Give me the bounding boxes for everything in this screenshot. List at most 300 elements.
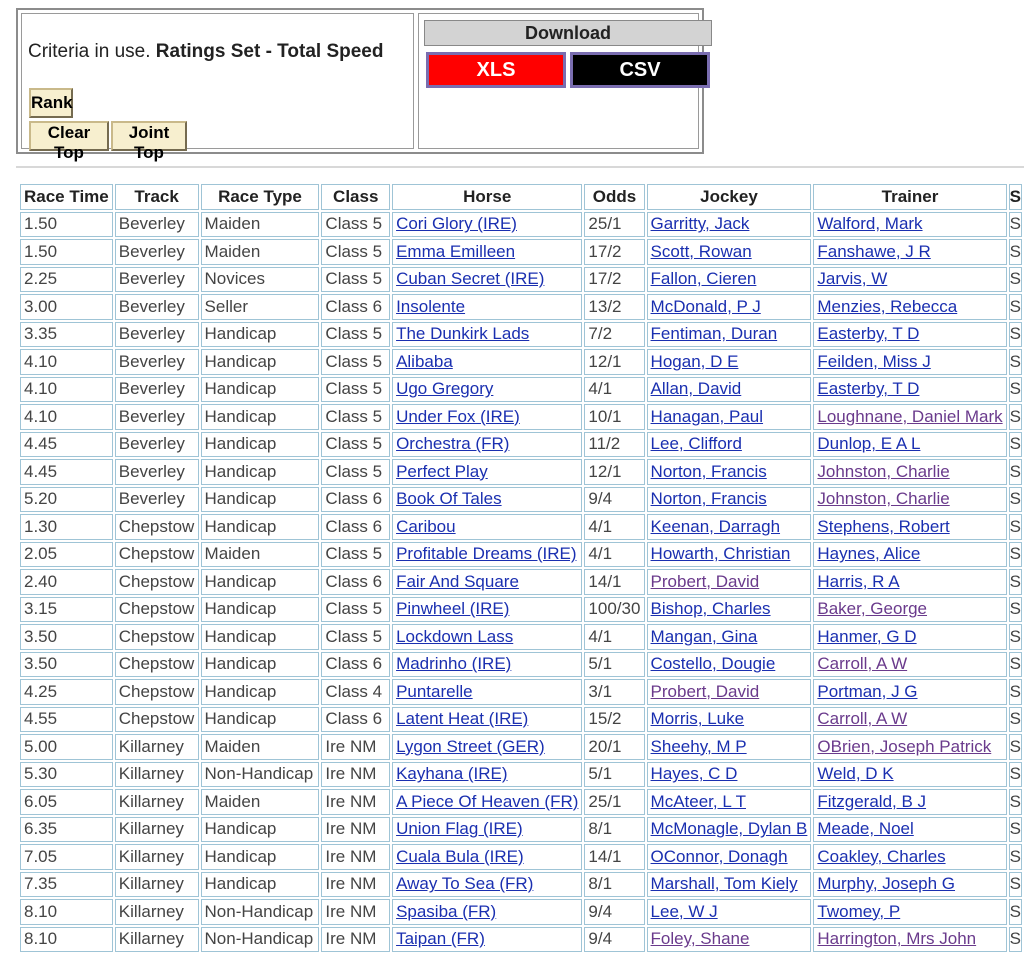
race-time-cell: 5.30 <box>20 762 113 788</box>
jockey-cell <box>647 377 812 403</box>
jockey-link[interactable]: McMonagle, Dylan B <box>650 819 808 839</box>
extra-cell: S <box>1009 542 1022 568</box>
horse-link[interactable]: Kayhana (IRE) <box>396 764 508 784</box>
class-cell: Class 6 <box>321 569 390 595</box>
horse-cell <box>392 514 582 540</box>
trainer-link[interactable]: Coakley, Charles <box>817 846 946 866</box>
odds-cell: 12/1 <box>584 349 644 375</box>
horse-link[interactable]: Under Fox (IRE) <box>396 406 520 426</box>
horse-cell <box>392 872 582 898</box>
extra-cell: S <box>1009 569 1022 595</box>
horse-cell <box>392 789 582 815</box>
class-cell: Class 6 <box>321 294 390 320</box>
table-row <box>20 679 1022 705</box>
trainer-link[interactable]: Carroll, A W <box>817 709 908 729</box>
header-race-type[interactable]: Race Type <box>201 184 320 210</box>
horse-link[interactable]: Emma Emilleen <box>396 241 516 261</box>
horse-cell <box>392 569 582 595</box>
race-time-cell: 7.35 <box>20 872 113 898</box>
jockey-link[interactable]: Allan, David <box>650 379 742 399</box>
track-cell: Killarney <box>115 844 199 870</box>
joint-top-button[interactable]: Joint Top <box>111 121 187 151</box>
race-time-cell: 4.10 <box>20 349 113 375</box>
trainer-link[interactable]: Loughnane, Daniel Mark <box>817 406 1003 426</box>
odds-cell: 8/1 <box>584 872 644 898</box>
jockey-cell <box>647 734 812 760</box>
odds-cell: 3/1 <box>584 679 644 705</box>
trainer-link[interactable]: Dunlop, E A L <box>817 434 921 454</box>
class-cell: Class 5 <box>321 459 390 485</box>
odds-cell: 14/1 <box>584 844 644 870</box>
odds-cell: 5/1 <box>584 762 644 788</box>
extra-cell: S <box>1009 349 1022 375</box>
race-type-cell: Handicap <box>201 569 320 595</box>
trainer-link[interactable]: Hanmer, G D <box>817 626 917 646</box>
jockey-link[interactable]: Hogan, D E <box>650 351 739 371</box>
header-horse[interactable]: Horse <box>392 184 582 210</box>
trainer-link[interactable]: Johnston, Charlie <box>817 461 950 481</box>
jockey-link[interactable]: Fallon, Cieren <box>650 269 757 289</box>
table-row <box>20 377 1022 403</box>
criteria-panel <box>16 8 704 162</box>
race-type-cell: Handicap <box>201 432 320 458</box>
race-time-cell: 3.50 <box>20 624 113 650</box>
jockey-cell <box>647 927 812 953</box>
horse-link[interactable]: Ugo Gregory <box>396 379 494 399</box>
jockey-cell <box>647 872 812 898</box>
race-time-cell: 6.05 <box>20 789 113 815</box>
jockey-link[interactable]: Bishop, Charles <box>650 599 771 619</box>
table-row <box>20 927 1022 953</box>
class-cell: Ire NM <box>321 872 390 898</box>
horse-link[interactable]: Profitable Dreams (IRE) <box>396 544 577 564</box>
jockey-link[interactable]: Morris, Luke <box>650 709 745 729</box>
trainer-link[interactable]: Twomey, P <box>817 901 901 921</box>
race-time-cell: 2.25 <box>20 267 113 293</box>
csv-download-button[interactable]: CSV <box>570 52 710 88</box>
track-cell: Chepstow <box>115 707 199 733</box>
horse-link[interactable]: Spasiba (FR) <box>396 901 497 921</box>
trainer-link[interactable]: Feilden, Miss J <box>817 351 931 371</box>
horse-cell <box>392 239 582 265</box>
download-cell <box>418 13 699 149</box>
horse-link[interactable]: A Piece Of Heaven (FR) <box>396 791 579 811</box>
track-cell: Beverley <box>115 432 199 458</box>
jockey-cell <box>647 762 812 788</box>
table-row <box>20 294 1022 320</box>
race-time-cell: 4.25 <box>20 679 113 705</box>
extra-cell: S <box>1009 927 1022 953</box>
jockey-cell <box>647 349 812 375</box>
race-type-cell: Maiden <box>201 734 320 760</box>
trainer-link[interactable]: Jarvis, W <box>817 269 888 289</box>
trainer-cell <box>813 789 1006 815</box>
table-row <box>20 404 1022 430</box>
race-time-cell: 1.30 <box>20 514 113 540</box>
trainer-cell <box>813 322 1006 348</box>
jockey-cell <box>647 817 812 843</box>
jockey-cell <box>647 899 812 925</box>
horse-cell <box>392 404 582 430</box>
jockey-cell <box>647 432 812 458</box>
class-cell: Class 6 <box>321 652 390 678</box>
trainer-link[interactable]: Stephens, Robert <box>817 516 950 536</box>
table-row <box>20 569 1022 595</box>
odds-cell: 15/2 <box>584 707 644 733</box>
jockey-link[interactable]: Scott, Rowan <box>650 241 752 261</box>
table-row <box>20 872 1022 898</box>
extra-cell: S <box>1009 899 1022 925</box>
jockey-link[interactable]: Sheehy, M P <box>650 736 747 756</box>
race-type-cell: Handicap <box>201 514 320 540</box>
odds-cell: 5/1 <box>584 652 644 678</box>
extra-cell: S <box>1009 789 1022 815</box>
horse-cell <box>392 459 582 485</box>
trainer-link[interactable]: Johnston, Charlie <box>817 489 950 509</box>
horse-link[interactable]: Orchestra (FR) <box>396 434 510 454</box>
trainer-link[interactable]: Easterby, T D <box>817 379 920 399</box>
extra-cell: S <box>1009 514 1022 540</box>
extra-cell: S <box>1009 707 1022 733</box>
header-extra: S <box>1009 184 1022 210</box>
trainer-cell <box>813 459 1006 485</box>
jockey-link[interactable]: Marshall, Tom Kiely <box>650 874 798 894</box>
trainer-cell <box>813 652 1006 678</box>
jockey-cell <box>647 212 812 238</box>
race-time-cell: 2.40 <box>20 569 113 595</box>
class-cell: Ire NM <box>321 817 390 843</box>
odds-cell: 8/1 <box>584 817 644 843</box>
horse-link[interactable]: Caribou <box>396 516 456 536</box>
jockey-link[interactable]: Norton, Francis <box>650 489 767 509</box>
odds-cell: 17/2 <box>584 239 644 265</box>
jockey-cell <box>647 322 812 348</box>
class-cell: Class 5 <box>321 212 390 238</box>
class-cell: Class 6 <box>321 514 390 540</box>
race-time-cell: 3.00 <box>20 294 113 320</box>
race-time-cell: 5.20 <box>20 487 113 513</box>
race-type-cell: Handicap <box>201 872 320 898</box>
trainer-cell <box>813 817 1006 843</box>
race-time-cell: 5.00 <box>20 734 113 760</box>
header-odds[interactable]: Odds <box>584 184 644 210</box>
race-time-cell: 8.10 <box>20 927 113 953</box>
jockey-link[interactable]: OConnor, Donagh <box>650 846 788 866</box>
trainer-link[interactable]: Portman, J G <box>817 681 918 701</box>
track-cell: Killarney <box>115 734 199 760</box>
xls-download-button[interactable]: XLS <box>426 52 566 88</box>
horse-cell <box>392 762 582 788</box>
trainer-cell <box>813 487 1006 513</box>
track-cell: Killarney <box>115 872 199 898</box>
section-divider <box>16 166 1024 168</box>
table-row <box>20 459 1022 485</box>
trainer-link[interactable]: Walford, Mark <box>817 214 923 234</box>
track-cell: Killarney <box>115 927 199 953</box>
track-cell: Beverley <box>115 349 199 375</box>
criteria-cell <box>21 13 414 162</box>
odds-cell: 20/1 <box>584 734 644 760</box>
class-cell: Ire NM <box>321 734 390 760</box>
odds-cell: 9/4 <box>584 927 644 953</box>
jockey-link[interactable]: McDonald, P J <box>650 296 761 316</box>
odds-cell: 100/30 <box>584 597 644 623</box>
table-row <box>20 707 1022 733</box>
race-time-cell: 4.45 <box>20 432 113 458</box>
trainer-link[interactable]: Haynes, Alice <box>817 544 921 564</box>
race-time-cell: 6.35 <box>20 817 113 843</box>
race-type-cell: Handicap <box>201 487 320 513</box>
trainer-link[interactable]: Fitzgerald, B J <box>817 791 927 811</box>
horse-link[interactable]: Puntarelle <box>396 681 473 701</box>
jockey-link[interactable]: Garritty, Jack <box>650 214 750 234</box>
rank-button[interactable]: Rank <box>29 88 73 118</box>
jockey-link[interactable]: Costello, Dougie <box>650 654 776 674</box>
horse-link[interactable]: Cuban Secret (IRE) <box>396 269 545 289</box>
horse-link[interactable]: Latent Heat (IRE) <box>396 709 529 729</box>
track-cell: Killarney <box>115 899 199 925</box>
class-cell: Class 6 <box>321 707 390 733</box>
track-cell: Beverley <box>115 404 199 430</box>
class-cell: Class 5 <box>321 349 390 375</box>
class-cell: Class 5 <box>321 432 390 458</box>
criteria-prefix: Criteria in use. <box>28 41 151 62</box>
track-cell: Beverley <box>115 212 199 238</box>
odds-cell: 17/2 <box>584 267 644 293</box>
horse-link[interactable]: Away To Sea (FR) <box>396 874 534 894</box>
jockey-link[interactable]: Probert, David <box>650 681 760 701</box>
horse-link[interactable]: Perfect Play <box>396 461 488 481</box>
trainer-link[interactable]: Weld, D K <box>817 764 894 784</box>
trainer-link[interactable]: OBrien, Joseph Patrick <box>817 736 992 756</box>
extra-cell: S <box>1009 267 1022 293</box>
extra-cell: S <box>1009 404 1022 430</box>
horse-cell <box>392 294 582 320</box>
table-row <box>20 239 1022 265</box>
race-type-cell: Non-Handicap <box>201 927 320 953</box>
track-cell: Killarney <box>115 817 199 843</box>
horse-cell <box>392 212 582 238</box>
trainer-link[interactable]: Harris, R A <box>817 571 900 591</box>
trainer-cell <box>813 899 1006 925</box>
extra-cell: S <box>1009 762 1022 788</box>
trainer-link[interactable]: Meade, Noel <box>817 819 914 839</box>
odds-cell: 13/2 <box>584 294 644 320</box>
trainer-link[interactable]: Fanshawe, J R <box>817 241 931 261</box>
class-cell: Ire NM <box>321 927 390 953</box>
extra-cell: S <box>1009 652 1022 678</box>
extra-cell: S <box>1009 432 1022 458</box>
horse-link[interactable]: Union Flag (IRE) <box>396 819 523 839</box>
trainer-cell <box>813 432 1006 458</box>
criteria-text <box>28 41 383 63</box>
horse-cell <box>392 652 582 678</box>
jockey-cell <box>647 267 812 293</box>
class-cell: Class 4 <box>321 679 390 705</box>
class-cell: Class 5 <box>321 377 390 403</box>
jockey-cell <box>647 597 812 623</box>
horse-link[interactable]: Book Of Tales <box>396 489 502 509</box>
horse-cell <box>392 817 582 843</box>
class-cell: Class 5 <box>321 624 390 650</box>
odds-cell: 10/1 <box>584 404 644 430</box>
jockey-cell <box>647 459 812 485</box>
table-row <box>20 597 1022 623</box>
table-row <box>20 432 1022 458</box>
race-type-cell: Handicap <box>201 652 320 678</box>
race-type-cell: Novices <box>201 267 320 293</box>
horse-cell <box>392 322 582 348</box>
race-type-cell: Maiden <box>201 542 320 568</box>
jockey-link[interactable]: Norton, Francis <box>650 461 767 481</box>
track-cell: Beverley <box>115 487 199 513</box>
horse-link[interactable]: Insolente <box>396 296 466 316</box>
trainer-cell <box>813 542 1006 568</box>
jockey-link[interactable]: Keenan, Darragh <box>650 516 781 536</box>
race-time-cell: 1.50 <box>20 212 113 238</box>
header-jockey[interactable]: Jockey <box>647 184 812 210</box>
extra-cell: S <box>1009 377 1022 403</box>
table-row <box>20 734 1022 760</box>
clear-top-button[interactable]: Clear Top <box>29 121 109 151</box>
race-time-cell: 3.35 <box>20 322 113 348</box>
table-row <box>20 542 1022 568</box>
trainer-cell <box>813 927 1006 953</box>
horse-link[interactable]: Alibaba <box>396 351 453 371</box>
race-time-cell: 3.50 <box>20 652 113 678</box>
horse-link[interactable]: Lockdown Lass <box>396 626 514 646</box>
race-type-cell: Maiden <box>201 212 320 238</box>
trainer-link[interactable]: Menzies, Rebecca <box>817 296 958 316</box>
horse-cell <box>392 679 582 705</box>
race-type-cell: Handicap <box>201 624 320 650</box>
jockey-link[interactable]: Hayes, C D <box>650 764 738 784</box>
jockey-cell <box>647 569 812 595</box>
race-type-cell: Handicap <box>201 679 320 705</box>
jockey-cell <box>647 514 812 540</box>
track-cell: Chepstow <box>115 514 199 540</box>
trainer-cell <box>813 349 1006 375</box>
trainer-cell <box>813 872 1006 898</box>
header-class[interactable]: Class <box>321 184 390 210</box>
extra-cell: S <box>1009 844 1022 870</box>
jockey-link[interactable]: Foley, Shane <box>650 929 750 949</box>
table-row <box>20 487 1022 513</box>
trainer-cell <box>813 267 1006 293</box>
odds-cell: 4/1 <box>584 624 644 650</box>
horse-link[interactable]: Cuala Bula (IRE) <box>396 846 524 866</box>
jockey-link[interactable]: Lee, W J <box>650 901 718 921</box>
horse-link[interactable]: Madrinho (IRE) <box>396 654 512 674</box>
jockey-cell <box>647 707 812 733</box>
horse-link[interactable]: Taipan (FR) <box>396 929 485 949</box>
track-cell: Beverley <box>115 294 199 320</box>
horse-cell <box>392 734 582 760</box>
track-cell: Beverley <box>115 267 199 293</box>
horse-cell <box>392 707 582 733</box>
horse-link[interactable]: Cori Glory (IRE) <box>396 214 517 234</box>
extra-cell: S <box>1009 487 1022 513</box>
race-time-cell: 4.10 <box>20 404 113 430</box>
jockey-link[interactable]: Mangan, Gina <box>650 626 758 646</box>
track-cell: Beverley <box>115 377 199 403</box>
odds-cell: 14/1 <box>584 569 644 595</box>
jockey-link[interactable]: Lee, Clifford <box>650 434 742 454</box>
odds-cell: 11/2 <box>584 432 644 458</box>
horse-cell <box>392 844 582 870</box>
jockey-cell <box>647 679 812 705</box>
odds-cell: 7/2 <box>584 322 644 348</box>
odds-cell: 4/1 <box>584 377 644 403</box>
extra-cell: S <box>1009 459 1022 485</box>
race-time-cell: 4.45 <box>20 459 113 485</box>
jockey-cell <box>647 294 812 320</box>
jockey-cell <box>647 652 812 678</box>
race-type-cell: Handicap <box>201 322 320 348</box>
track-cell: Beverley <box>115 239 199 265</box>
horse-cell <box>392 377 582 403</box>
track-cell: Killarney <box>115 762 199 788</box>
class-cell: Class 5 <box>321 239 390 265</box>
table-row <box>20 899 1022 925</box>
odds-cell: 9/4 <box>584 899 644 925</box>
horse-link[interactable]: Pinwheel (IRE) <box>396 599 510 619</box>
track-cell: Beverley <box>115 459 199 485</box>
trainer-cell <box>813 597 1006 623</box>
horse-link[interactable]: Fair And Square <box>396 571 519 591</box>
jockey-link[interactable]: Howarth, Christian <box>650 544 791 564</box>
table-row <box>20 817 1022 843</box>
jockey-link[interactable]: Hanagan, Paul <box>650 406 764 426</box>
horse-cell <box>392 899 582 925</box>
class-cell: Class 5 <box>321 404 390 430</box>
header-trainer[interactable]: Trainer <box>813 184 1006 210</box>
header-race-time[interactable]: Race Time <box>20 184 113 210</box>
trainer-link[interactable]: Carroll, A W <box>817 654 908 674</box>
trainer-cell <box>813 377 1006 403</box>
trainer-link[interactable]: Baker, George <box>817 599 928 619</box>
trainer-link[interactable]: Easterby, T D <box>817 324 920 344</box>
download-title: Download <box>424 20 712 46</box>
trainer-link[interactable]: Harrington, Mrs John <box>817 929 977 949</box>
horse-cell <box>392 542 582 568</box>
jockey-link[interactable]: Probert, David <box>650 571 760 591</box>
odds-cell: 9/4 <box>584 487 644 513</box>
class-cell: Ire NM <box>321 844 390 870</box>
race-type-cell: Non-Handicap <box>201 762 320 788</box>
race-type-cell: Handicap <box>201 377 320 403</box>
horse-link[interactable]: The Dunkirk Lads <box>396 324 530 344</box>
race-type-cell: Handicap <box>201 349 320 375</box>
race-time-cell: 8.10 <box>20 899 113 925</box>
header-track[interactable]: Track <box>115 184 199 210</box>
table-row <box>20 322 1022 348</box>
jockey-cell <box>647 239 812 265</box>
race-type-cell: Seller <box>201 294 320 320</box>
race-type-cell: Maiden <box>201 789 320 815</box>
horse-cell <box>392 267 582 293</box>
horse-link[interactable]: Lygon Street (GER) <box>396 736 545 756</box>
class-cell: Ire NM <box>321 762 390 788</box>
trainer-cell <box>813 212 1006 238</box>
jockey-link[interactable]: Fentiman, Duran <box>650 324 778 344</box>
table-row <box>20 762 1022 788</box>
extra-cell: S <box>1009 817 1022 843</box>
race-type-cell: Handicap <box>201 404 320 430</box>
race-type-cell: Handicap <box>201 817 320 843</box>
trainer-link[interactable]: Murphy, Joseph G <box>817 874 956 894</box>
jockey-link[interactable]: McAteer, L T <box>650 791 746 811</box>
